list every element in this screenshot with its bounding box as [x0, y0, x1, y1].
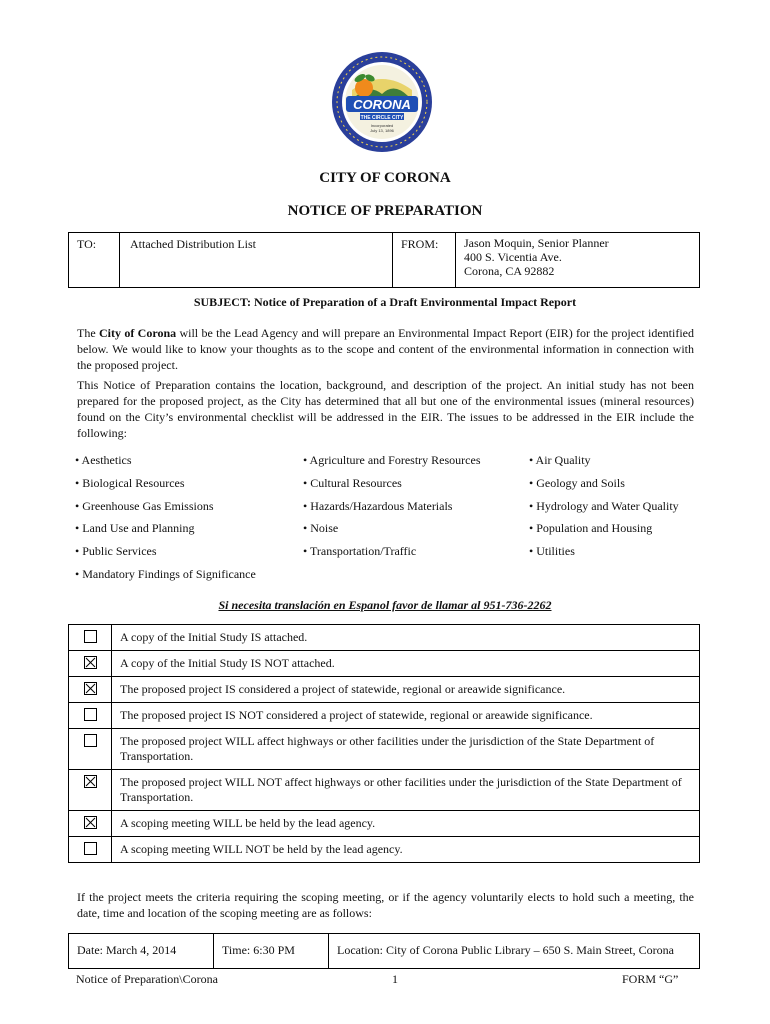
from-city: Corona, CA 92882	[464, 264, 555, 278]
checklist-row	[69, 729, 700, 770]
checklist-row	[69, 837, 700, 863]
issue-item: • Cultural Resources	[303, 476, 402, 490]
checklist-text: The proposed project IS NOT considered a project of statewide, regional or areawide significance.	[112, 703, 700, 729]
checklist-row	[69, 651, 700, 677]
checked-box-icon[interactable]	[84, 656, 97, 669]
meeting-table	[68, 933, 700, 969]
page-number: 1	[392, 972, 398, 986]
svg-text:July 13, 1896: July 13, 1896	[370, 128, 394, 133]
meeting-location: Location: City of Corona Public Library – 650 S. Main Street, Corona	[329, 934, 700, 969]
checkbox-icon[interactable]	[84, 734, 97, 747]
checkbox-cell	[69, 625, 112, 651]
issue-item: • Population and Housing	[529, 521, 653, 535]
issue-item: • Transportation/Traffic	[303, 544, 417, 558]
issue-item: • Land Use and Planning	[75, 521, 195, 535]
checkbox-icon[interactable]	[84, 630, 97, 643]
checkbox-cell	[69, 837, 112, 863]
city-title: CITY OF CORONA	[319, 170, 451, 186]
checklist-row	[69, 677, 700, 703]
city-seal-logo	[330, 50, 434, 154]
to-label: TO:	[69, 233, 120, 288]
issue-item: • Aesthetics	[75, 453, 132, 467]
issue-item: • Geology and Soils	[529, 476, 625, 490]
subject-line: SUBJECT: Notice of Preparation of a Draft Environmental Impact Report	[193, 295, 577, 309]
intro-city: City of Corona	[99, 326, 177, 340]
from-label: FROM:	[393, 233, 456, 288]
issue-item: • Agriculture and Forestry Resources	[303, 453, 481, 467]
checklist-text: A scoping meeting WILL be held by the lead agency.	[112, 811, 700, 837]
checklist-row	[69, 811, 700, 837]
checkbox-cell	[69, 677, 112, 703]
checked-box-icon[interactable]	[84, 775, 97, 788]
to-value: Attached Distribution List	[120, 233, 393, 288]
checklist-row	[69, 770, 700, 811]
meeting-time: Time: 6:30 PM	[214, 934, 329, 969]
notice-title: NOTICE OF PREPARATION	[287, 203, 483, 219]
issue-item: • Hazards/Hazardous Materials	[303, 499, 453, 513]
checklist-text: A copy of the Initial Study IS NOT attached.	[112, 651, 700, 677]
from-street: 400 S. Vicentia Ave.	[464, 250, 562, 264]
intro-paragraph	[77, 325, 694, 373]
svg-text:Incorporated: Incorporated	[370, 123, 394, 128]
checklist-text: The proposed project IS considered a project of statewide, regional or areawide significance.	[112, 677, 700, 703]
checklist-text: The proposed project WILL NOT affect highways or other facilities under the jurisdiction of the State Department of Transportation.	[112, 770, 700, 811]
issue-item: • Mandatory Findings of Significance	[75, 567, 256, 581]
checkbox-cell	[69, 770, 112, 811]
svg-text:CORONA: CORONA	[353, 97, 411, 112]
issue-item: • Hydrology and Water Quality	[529, 499, 679, 513]
issue-item: • Noise	[303, 521, 339, 535]
checkbox-cell	[69, 729, 112, 770]
issue-item: • Greenhouse Gas Emissions	[75, 499, 214, 513]
checkbox-cell	[69, 703, 112, 729]
checklist-row	[69, 703, 700, 729]
intro-post: will be the Lead Agency and will prepare an Environmental Impact Report (EIR) for the project identified below. We would like to know your thoughts as to the scope and content of the environmental information in connection with the proposed project.	[77, 326, 694, 372]
from-name: Jason Moquin, Senior Planner	[464, 236, 609, 250]
spanish-notice: Si necesita translación en Espanol favor de llamar al 951-736-2262	[218, 598, 552, 612]
checkbox-cell	[69, 811, 112, 837]
checklist-text: A scoping meeting WILL NOT be held by the lead agency.	[112, 837, 700, 863]
checklist-text: The proposed project WILL affect highways or other facilities under the jurisdiction of the State Department of Transportation.	[112, 729, 700, 770]
footer-rule	[68, 968, 700, 969]
from-value	[456, 233, 700, 288]
issue-item: • Biological Resources	[75, 476, 185, 490]
checked-box-icon[interactable]	[84, 816, 97, 829]
meeting-date: Date: March 4, 2014	[69, 934, 214, 969]
footer-left: Notice of Preparation\Corona	[76, 972, 218, 986]
checkbox-icon[interactable]	[84, 842, 97, 855]
issue-item: • Utilities	[529, 544, 575, 558]
issue-item: • Air Quality	[529, 453, 591, 467]
svg-text:THE CIRCLE CITY: THE CIRCLE CITY	[360, 115, 404, 121]
routing-table	[68, 232, 700, 288]
checklist-row	[69, 625, 700, 651]
background-paragraph: This Notice of Preparation contains the location, background, and description of the project. An initial study has not been prepared for the proposed project, as the City has determined that all but one of the environmental issues (mineral resources) found on the City’s environmental checklist will be addressed in the EIR. The issues to be addressed in the EIR include the following:	[77, 378, 694, 440]
checklist-table	[68, 624, 700, 863]
checked-box-icon[interactable]	[84, 682, 97, 695]
issue-item: • Public Services	[75, 544, 157, 558]
meeting-intro: If the project meets the criteria requiring the scoping meeting, or if the agency voluntarily elects to hold such a meeting, the date, time and location of the scoping meeting are as follows:	[77, 890, 694, 920]
checklist-text: A copy of the Initial Study IS attached.	[112, 625, 700, 651]
checkbox-icon[interactable]	[84, 708, 97, 721]
checkbox-cell	[69, 651, 112, 677]
intro-pre: The	[77, 326, 99, 340]
footer-form: FORM “G”	[622, 972, 679, 986]
